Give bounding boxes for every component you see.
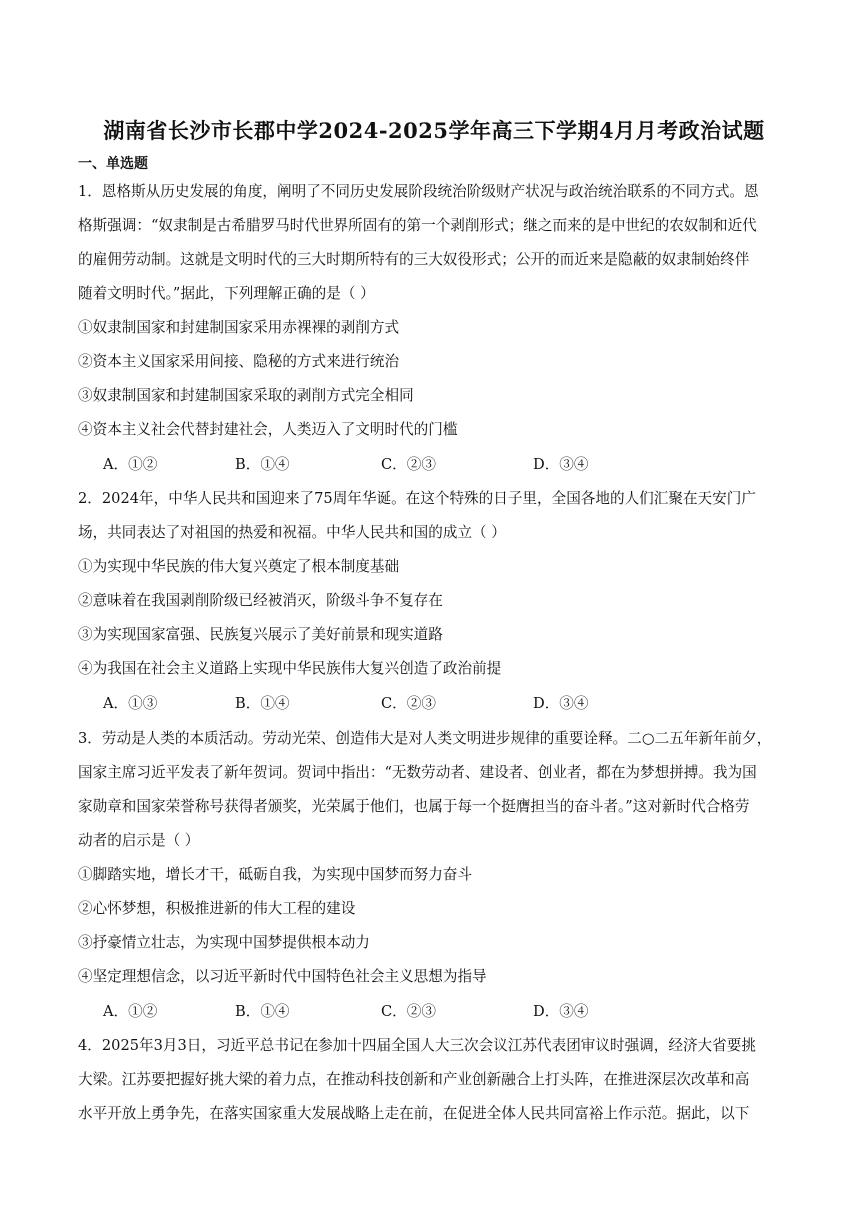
question-2-item-3: ③为实现国家富强、民族复兴展示了美好前景和现实道路 [78,626,443,643]
question-2-item-2: ②意味着在我国剥削阶级已经被消灭，阶级斗争不复存在 [78,592,443,609]
question-4-stem-line-2: 大梁。江苏要把握好挑大梁的着力点，在推动科技创新和产业创新融合上打头阵，在推进深层次改革和高 [78,1071,750,1088]
question-1-option-b[interactable]: B．①④ [235,456,290,473]
question-1-option-c[interactable]: C．②③ [381,456,436,473]
question-3-item-1: ①脚踏实地，增长才干，砥砺自我，为实现中国梦而努力奋斗 [78,866,473,883]
question-2-option-b[interactable]: B．①④ [235,695,290,712]
question-3-stem-line-4: 动者的启示是（ ） [78,832,200,849]
question-1-item-2: ②资本主义国家采用间接、隐秘的方式来进行统治 [78,353,400,370]
question-2-option-a[interactable]: A．①③ [103,695,158,712]
question-1-item-3: ③奴隶制国家和封建制国家采取的剥削方式完全相同 [78,387,414,404]
question-1-stem-line-3: 的雇佣劳动制。这就是文明时代的三大时期所特有的三大奴役形式；公开的而近来是隐蔽的奴隶制始终伴 [78,251,750,268]
question-1-stem-line-1: 1．恩格斯从历史发展的角度，阐明了不同历史发展阶段统治阶级财产状况与政治统治联系的不同方式。恩 [78,183,759,200]
question-3-stem-line-3: 家勋章和国家荣誉称号获得者颁奖，光荣属于他们，也属于每一个挺膺担当的奋斗者。”这对新时代合格劳 [78,798,750,815]
question-1-item-1: ①奴隶制国家和封建制国家采用赤裸裸的剥削方式 [78,319,400,336]
section-heading: 一、单选题 [78,156,148,172]
question-3-option-c[interactable]: C．②③ [381,1003,436,1020]
question-2-item-1: ①为实现中华民族的伟大复兴奠定了根本制度基础 [78,558,400,575]
question-2-option-d[interactable]: D．③④ [533,695,589,712]
question-3-item-2: ②心怀梦想，积极推进新的伟大工程的建设 [78,900,356,917]
question-2-stem-line-1: 2．2024年，中华人民共和国迎来了75周年华诞。在这个特殊的日子里，全国各地的人们汇聚在天安门广 [78,490,756,507]
question-1-option-d[interactable]: D．③④ [533,456,589,473]
question-3-option-a[interactable]: A．①② [103,1003,158,1020]
question-1-item-4: ④资本主义社会代替封建社会，人类迈入了文明时代的门槛 [78,421,458,438]
question-2-option-c[interactable]: C．②③ [381,695,436,712]
question-3-item-3: ③抒豪情立壮志，为实现中国梦提供根本动力 [78,934,370,951]
question-1-stem-line-2: 格斯强调：“奴隶制是古希腊罗马时代世界所固有的第一个剥削形式；继之而来的是中世纪的农奴制和近代 [78,217,757,234]
question-4-stem-line-3: 水平开放上勇争先，在落实国家重大发展战略上走在前，在促进全体人民共同富裕上作示范。据此，以下 [78,1105,750,1122]
exam-title: 湖南省长沙市长郡中学2024-2025学年高三下学期4月月考政治试题 [103,118,765,143]
question-3-stem-line-2: 国家主席习近平发表了新年贺词。贺词中指出：“无数劳动者、建设者、创业者，都在为梦想拼搏。我为国 [78,764,757,781]
question-1-stem-line-4: 随着文明时代。”据此，下列理解正确的是（ ） [78,285,375,302]
question-3-option-d[interactable]: D．③④ [533,1003,589,1020]
question-2-stem-line-2: 场，共同表达了对祖国的热爱和祝福。中华人民共和国的成立（ ） [78,524,506,541]
question-3-option-b[interactable]: B．①④ [235,1003,290,1020]
question-4-stem-line-1: 4．2025年3月3日，习近平总书记在参加十四届全国人大三次会议江苏代表团审议时强调，经济大省要挑 [78,1037,756,1054]
question-2-item-4: ④为我国在社会主义道路上实现中华民族伟大复兴创造了政治前提 [78,660,502,677]
question-3-item-4: ④坚定理想信念，以习近平新时代中国特色社会主义思想为指导 [78,968,487,985]
question-3-stem-line-1: 3．劳动是人类的本质活动。劳动光荣、创造伟大是对人类文明进步规律的重要诠释。二○二五年新年前夕， [78,730,772,747]
question-1-option-a[interactable]: A．①② [103,456,158,473]
